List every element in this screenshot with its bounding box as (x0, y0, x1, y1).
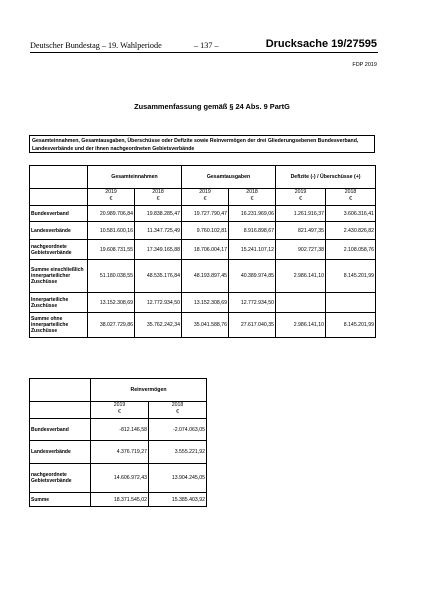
year: 2019 (105, 189, 117, 195)
cell-value: 9.760.102,81 (182, 222, 229, 240)
table-row (30, 240, 376, 260)
row-label: Summe einschließlich innerparteilicher Zuschüsse (30, 260, 88, 293)
year-header (276, 189, 326, 206)
year-header (91, 402, 149, 419)
group-header: Defizite (-) / Überschüsse (+) (276, 166, 376, 189)
table-row (30, 313, 376, 338)
row-label: Bundesverband (30, 206, 88, 222)
cell-value: 10.581.600,16 (88, 222, 135, 240)
year-header (229, 189, 276, 206)
cell-value: 1.261.916,37 (276, 206, 326, 222)
row-label: Landesverbände (30, 222, 88, 240)
currency: € (250, 196, 254, 202)
cell-value: 19.838.285,47 (135, 206, 182, 222)
cell-value: 3.606.316,41 (326, 206, 376, 222)
row-label: nachgeordnete Gebietsverbände (30, 240, 88, 260)
cell-value: 2.430.826,82 (326, 222, 376, 240)
currency: € (109, 196, 113, 202)
cell-value: 13.152.308,69 (182, 293, 229, 313)
cell-value: 902.727,38 (276, 240, 326, 260)
table-row (30, 419, 207, 441)
year-header (326, 189, 376, 206)
row-label: Summe (30, 493, 91, 507)
currency: € (299, 196, 302, 202)
group-header: Reinvermögen (91, 379, 207, 402)
cell-value: 13.904.245,05 (149, 464, 207, 493)
row-label: Summe ohne innerparteiliche Zuschüsse (30, 313, 88, 338)
table-row (30, 260, 376, 293)
year-header (88, 189, 135, 206)
doc-prefix: Drucksache 19/ (265, 38, 347, 50)
cell-value: 4.376.719,27 (91, 441, 149, 464)
table-row (30, 441, 207, 464)
year: 2018 (344, 189, 357, 195)
party-label: FDP 2019 (352, 62, 377, 68)
cell-value: 48.535.176,84 (135, 260, 182, 293)
cell-value: 51.180.038,55 (88, 260, 135, 293)
cell-value: 27.617.040,35 (229, 313, 276, 338)
cell-value: 11.347.725,49 (135, 222, 182, 240)
year: 2018 (171, 402, 184, 408)
corner-cell (30, 166, 88, 189)
currency: € (118, 409, 121, 415)
cell-value: 18.706.004,17 (182, 240, 229, 260)
summary-table (29, 165, 376, 338)
year: 2018 (246, 189, 258, 195)
row-label: Innerparteiliche Zuschüsse (30, 293, 88, 313)
doc-number: 27595 (346, 38, 377, 50)
cell-value: 8.145.201,99 (326, 260, 376, 293)
year: 2019 (199, 189, 211, 195)
corner-cell (30, 189, 88, 206)
year: 2018 (152, 189, 164, 195)
cell-value: 8.916.898,67 (229, 222, 276, 240)
cell-value: 2.986.141,10 (276, 260, 326, 293)
cell-value: 13.152.308,69 (88, 293, 135, 313)
cell-value: -812.146,58 (91, 419, 149, 441)
table-row (30, 293, 376, 313)
cell-value: 38.027.729,86 (88, 313, 135, 338)
currency: € (176, 409, 179, 415)
document-number (266, 38, 377, 50)
cell-value: 20.989.706,84 (88, 206, 135, 222)
cell-value: 12.772.934,50 (229, 293, 276, 313)
cell-value: 2.108.058,76 (326, 240, 376, 260)
group-header: Gesamteinnahmen (88, 166, 182, 189)
page-number: – 137 – (194, 41, 219, 50)
row-label: Landesverbände (30, 441, 91, 464)
currency: € (349, 196, 352, 202)
corner-cell (30, 402, 91, 419)
cell-value: 15.385.403,92 (149, 493, 207, 507)
table-row (30, 493, 207, 507)
cell-value: 16.231.969,06 (229, 206, 276, 222)
year-header (182, 189, 229, 206)
intro-box: Gesamteinnahmen, Gesamtausgaben, Überschüsse oder Defizite sowie Reinvermögen der drei Gliederungsebenen Bundesverband, Landesverbände und der ihnen nachgeordneten Gebietsverbände (29, 135, 375, 153)
cell-value: 15.241.107,12 (229, 240, 276, 260)
cell-value: 8.145.201,99 (326, 313, 376, 338)
cell-value: 40.389.974,85 (229, 260, 276, 293)
cell-value: 2.986.141,10 (276, 313, 326, 338)
row-label: Bundesverband (30, 419, 91, 441)
corner-cell (30, 379, 91, 402)
page-title: Zusammenfassung gemäß § 24 Abs. 9 PartG (134, 102, 290, 111)
cell-value: 17.349.165,88 (135, 240, 182, 260)
table-row (30, 206, 376, 222)
group-header: Gesamtausgaben (182, 166, 276, 189)
cell-value: 35.762.242,34 (135, 313, 182, 338)
cell-value: 19.608.731,55 (88, 240, 135, 260)
cell-value: 18.371.545,02 (91, 493, 149, 507)
table-row (30, 222, 376, 240)
year-header (135, 189, 182, 206)
cell-value: 3.555.221,92 (149, 441, 207, 464)
cell-value: 19.727.790,47 (182, 206, 229, 222)
header-chamber: Deutscher Bundestag – 19. Wahlperiode (30, 41, 162, 50)
net-assets-table (29, 378, 207, 507)
year-header (149, 402, 207, 419)
cell-value: 35.041.588,76 (182, 313, 229, 338)
cell-value: -2.074.063,05 (149, 419, 207, 441)
cell-value: 12.772.934,50 (135, 293, 182, 313)
header-rule (30, 52, 378, 53)
currency: € (203, 196, 207, 202)
currency: € (156, 196, 160, 202)
row-label: nachgeordnete Gebietsverbände (30, 464, 91, 493)
table-row (30, 464, 207, 493)
cell-value: 48.193.897,45 (182, 260, 229, 293)
cell-value: 821.497,35 (276, 222, 326, 240)
year: 2019 (113, 402, 126, 408)
cell-value (326, 293, 376, 313)
cell-value (276, 293, 326, 313)
year: 2019 (294, 189, 307, 195)
cell-value: 14.606.972,43 (91, 464, 149, 493)
